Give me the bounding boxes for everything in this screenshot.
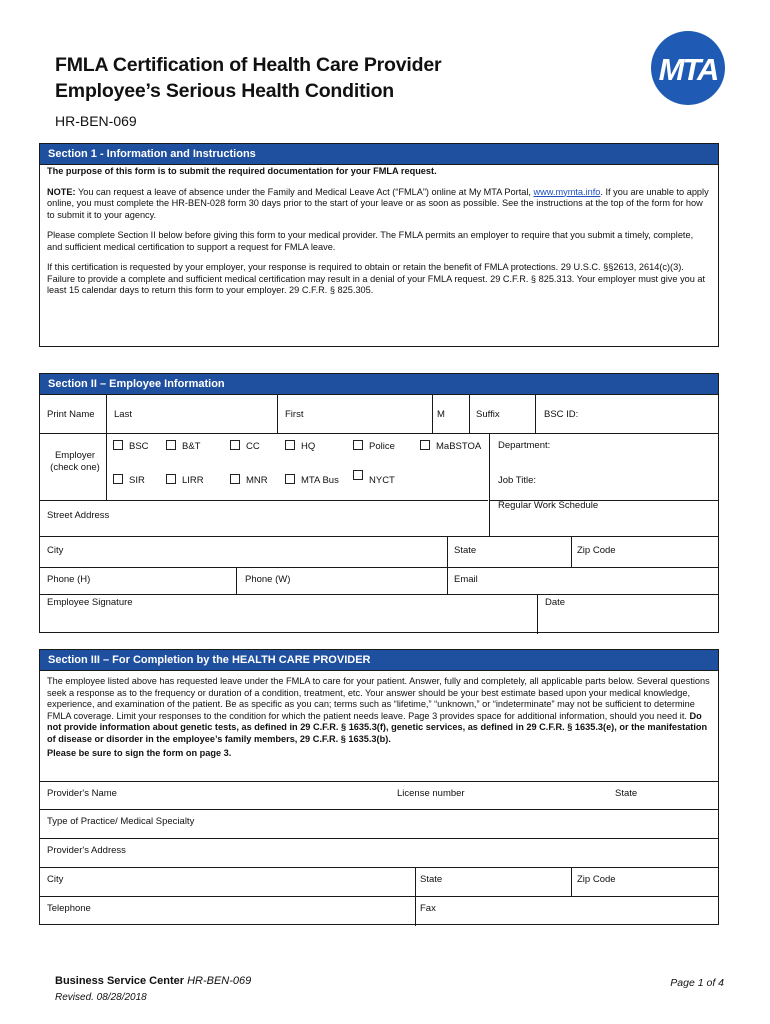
agency-checkbox-cc[interactable]	[230, 440, 260, 452]
phone-home-field[interactable]: Phone (H)	[47, 574, 91, 585]
employer-label-line1: Employer	[54, 450, 96, 461]
revised-date: Revised. 08/28/2018	[55, 992, 147, 1003]
agency-checkbox-police[interactable]	[353, 440, 395, 452]
department-field[interactable]: Department:	[498, 440, 551, 451]
email-field[interactable]: Email	[454, 574, 478, 585]
license-number-field[interactable]: License number	[397, 788, 465, 799]
checkbox-icon[interactable]	[113, 440, 123, 450]
provider-city-state-field[interactable]: State	[420, 874, 443, 885]
agency-label: MNR	[246, 475, 268, 486]
agency-checkbox-sir[interactable]	[113, 474, 145, 486]
providers-name-field[interactable]: Provider's Name	[47, 788, 117, 799]
phone-work-field[interactable]: Phone (W)	[245, 574, 291, 585]
work-schedule-field[interactable]: Regular Work Schedule	[498, 500, 599, 511]
provider-intro	[47, 676, 710, 745]
footer-bsc: Business Service Center	[55, 975, 185, 987]
last-name-field[interactable]: Last	[114, 409, 132, 420]
agency-label: Police	[369, 441, 395, 452]
agency-label: NYCT	[369, 475, 395, 486]
checkbox-icon[interactable]	[353, 440, 363, 450]
legal-paragraph: If this certification is requested by your employer, your response is required to obtain or retain the benefit of FMLA protections. 29 U.S.C. §§2613, 2614(c)(3). Failure to provide a complete and sufficient medical certification may result in a denial of your FMLA request. 29 C.F.R. § 825.313. Your employer must give you at least 15 calendar days to return this form to your employer. 29 C.F.R. § 825.305.	[47, 262, 706, 295]
checkbox-icon[interactable]	[166, 440, 176, 450]
note-text-a: You can request a leave of absence under the Family and Medical Leave Act (“FMLA”) online at My MTA Portal,	[75, 186, 534, 197]
agency-label: SIR	[129, 475, 145, 486]
first-name-field[interactable]: First	[285, 409, 304, 420]
suffix-field[interactable]: Suffix	[476, 409, 500, 420]
form-title	[55, 52, 441, 104]
checkbox-icon[interactable]	[230, 440, 240, 450]
checkbox-icon[interactable]	[285, 474, 295, 484]
job-title-field[interactable]: Job Title:	[498, 475, 537, 486]
note-text-b: . If you are unable to apply online, you must complete the HR-BEN-028 form 30 days prior to the start of your leave or as soon as possible. See the instructions at the top of the form for how to submit it to your agency.	[47, 186, 709, 220]
mta-logo	[650, 30, 726, 106]
practice-specialty-field[interactable]: Type of Practice/ Medical Specialty	[47, 816, 195, 827]
provider-address-field[interactable]: Provider's Address	[47, 845, 126, 856]
section-1-heading: Section 1 - Information and Instructions	[40, 144, 718, 165]
signature-date-field[interactable]: Date	[545, 597, 566, 608]
print-name-label: Print Name	[47, 409, 95, 420]
purpose-text: The purpose of this form is to submit the required documentation for your FMLA request.	[47, 166, 437, 176]
agency-label: CC	[246, 441, 260, 452]
agency-label: HQ	[301, 441, 316, 452]
checkbox-icon[interactable]	[285, 440, 295, 450]
agency-checkbox-nyct[interactable]	[353, 470, 395, 486]
agency-label: LIRR	[182, 475, 204, 486]
provider-zip-field[interactable]: Zip Code	[577, 874, 616, 885]
checkbox-icon[interactable]	[113, 474, 123, 484]
note-paragraph	[47, 187, 710, 222]
telephone-field[interactable]: Telephone	[47, 903, 91, 914]
employer-label-line2: (check one)	[50, 462, 100, 473]
section-3	[39, 649, 719, 925]
state-field[interactable]: State	[454, 545, 477, 556]
agency-label: B&T	[182, 441, 201, 452]
agency-label: MaBSTOA	[436, 441, 482, 452]
agency-checkbox-bt[interactable]	[166, 440, 200, 452]
sign-note: Please be sure to sign the form on page 3.	[47, 748, 232, 758]
provider-city-field[interactable]: City	[47, 874, 64, 885]
title-line-1: FMLA Certification of Health Care Provider	[55, 54, 442, 76]
agency-checkbox-mta-bus[interactable]	[285, 474, 339, 486]
checkbox-icon[interactable]	[353, 470, 363, 480]
section-3-heading: Section III – For Completion by the HEALTH CARE PROVIDER	[40, 650, 718, 671]
checkbox-icon[interactable]	[420, 440, 430, 450]
title-line-2: Employee’s Serious Health Condition	[55, 80, 395, 102]
agency-label: BSC	[129, 441, 149, 452]
footer-center-name	[55, 975, 251, 987]
form-code: HR-BEN-069	[55, 113, 137, 129]
instructions-paragraph: Please complete Section II below before giving this form to your medical provider. The FMLA permits an employer to require that you submit a timely, complete, and sufficient medical certification to support a request for FMLA leave.	[47, 230, 694, 252]
middle-initial-field[interactable]: M	[437, 409, 445, 420]
footer-form-code: HR-BEN-069	[187, 975, 252, 987]
checkbox-icon[interactable]	[166, 474, 176, 484]
agency-checkbox-mnr[interactable]	[230, 474, 268, 486]
mta-logo-text: MTA	[658, 52, 718, 87]
agency-checkbox-lirr[interactable]	[166, 474, 204, 486]
city-field[interactable]: City	[47, 545, 64, 556]
street-address-field[interactable]: Street Address	[47, 510, 110, 521]
provider-intro-text: The employee listed above has requested leave under the FMLA to care for your patient. Answer, fully and completely, all applicable parts below. Several questions seek a response as to the frequency or duration of a condition, treatment, etc. Your answer should be your best estimate based upon your medical knowledge, experience, and examination of the patient. Be as specific as you can; terms such as “lifetime,” “unknown,” or “indeterminate” may not be sufficient to determine FMLA coverage. Limit your responses to the condition for which the patient needs leave. Page 3 provides space for additional information, should you need it.	[47, 676, 710, 721]
employee-signature-field[interactable]: Employee Signature	[47, 597, 133, 608]
genetic-info-warning: Do not provide information about genetic tests, as defined in 29 C.F.R. § 1635.3(f), genetic services, as defined in 29 C.F.R. § 1635.3(e), or the manifestation of disease or disorder in the employee’s family members, 29 C.F.R. § 1635.3(b).	[47, 710, 708, 744]
mymta-link[interactable]: www.mymta.info	[533, 186, 601, 197]
agency-checkbox-bsc[interactable]	[113, 440, 149, 452]
section-2-heading: Section II – Employee Information	[40, 374, 718, 395]
provider-state-field[interactable]: State	[615, 788, 638, 799]
fax-field[interactable]: Fax	[420, 903, 436, 914]
bsc-id-field[interactable]: BSC ID:	[544, 409, 579, 420]
agency-checkbox-mabstoa[interactable]	[420, 440, 481, 452]
page-number: Page 1 of 4	[670, 977, 724, 989]
agency-checkbox-hq[interactable]	[285, 440, 315, 452]
note-label: NOTE:	[47, 186, 76, 197]
zip-field[interactable]: Zip Code	[577, 545, 616, 556]
employer-label	[47, 450, 103, 474]
section-1	[39, 143, 719, 347]
agency-label: MTA Bus	[301, 475, 339, 486]
section-2	[39, 373, 719, 633]
checkbox-icon[interactable]	[230, 474, 240, 484]
